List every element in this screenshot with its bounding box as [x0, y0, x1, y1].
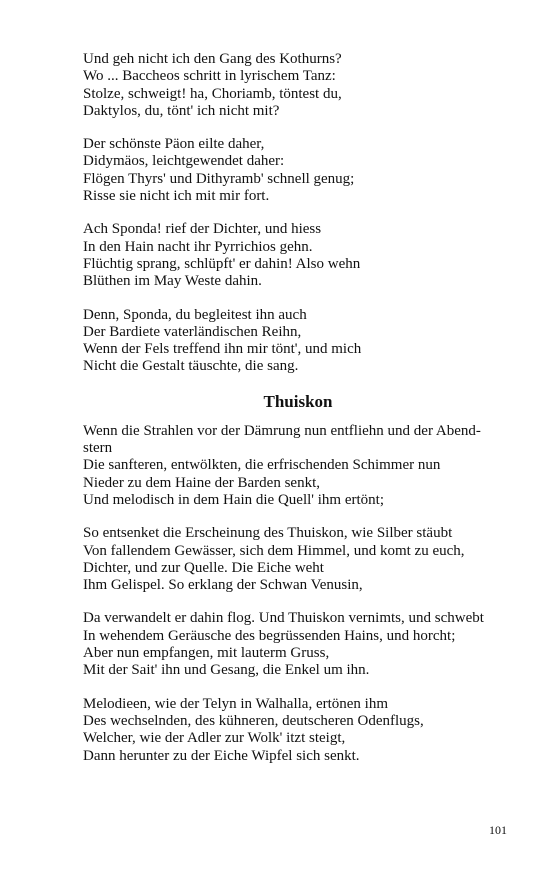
verse-line: Stolze, schweigt! ha, Choriamb, töntest du,: [83, 85, 342, 102]
verse-line: Der schönste Päon eilte daher,: [83, 136, 265, 153]
verse-line: Der Bardiete vaterländischen Reihn,: [83, 323, 302, 340]
stanza: [83, 136, 513, 205]
verse-line: Melodieen, wie der Telyn in Walhalla, ertönen ihm: [83, 695, 389, 712]
verse-line: Risse sie nicht ich mit mir fort.: [83, 188, 270, 205]
verse-line: Wo ... Baccheos schritt in lyrischem Tanz:: [83, 68, 336, 85]
verse-line: Daktylos, du, tönt' ich nicht mit?: [83, 102, 280, 119]
verse-line: In den Hain nacht ihr Pyrrichios gehn.: [83, 238, 313, 255]
verse-line: Denn, Sponda, du begleitest ihn auch: [83, 306, 307, 323]
verse-line: Des wechselnden, des kühneren, deutscheren Odenflugs,: [83, 712, 424, 729]
page-content: [83, 51, 513, 781]
verse-line: Ach Sponda! rief der Dichter, und hiess: [83, 221, 322, 238]
verse-line: Nicht die Gestalt täuschte, die sang.: [83, 358, 299, 375]
stanza: [83, 696, 513, 765]
stanza: [83, 610, 513, 679]
verse-line: Dichter, und zur Quelle. Die Eiche weht: [83, 559, 324, 576]
verse-line: Dann herunter zu der Eiche Wipfel sich senkt.: [83, 747, 360, 764]
stanza: [83, 423, 513, 509]
verse-line: Die sanfteren, entwölkten, die erfrischenden Schimmer nun: [83, 457, 441, 474]
verse-line: Und melodisch in dem Hain die Quell' ihm ertönt;: [83, 491, 384, 508]
verse-line: stern: [83, 440, 113, 457]
page-number: 101: [489, 823, 507, 837]
verse-line: Nieder zu dem Haine der Barden senkt,: [83, 474, 320, 491]
stanza: [83, 525, 513, 594]
verse-line: Flögen Thyrs' und Dithyramb' schnell genug;: [83, 170, 355, 187]
verse-line: Da verwandelt er dahin flog. Und Thuiskon vernimts, und schwebt: [83, 610, 484, 627]
verse-line: Mit der Sait' ihn und Gesang, die Enkel um ihn.: [83, 662, 370, 679]
stanza: [83, 307, 513, 376]
poem-title: Thuiskon: [263, 391, 333, 411]
verse-line: Von fallendem Gewässer, sich dem Himmel, und komt zu euch,: [83, 542, 465, 559]
verse-line: Welcher, wie der Adler zur Wolk' itzt steigt,: [83, 730, 346, 747]
verse-line: In wehendem Geräusche des begrüssenden Hains, und horcht;: [83, 627, 456, 644]
verse-line: So entsenket die Erscheinung des Thuiskon, wie Silber stäubt: [83, 525, 453, 542]
verse-line: Didymäos, leichtgewendet daher:: [83, 153, 285, 170]
verse-line: Flüchtig sprang, schlüpft' er dahin! Also wehn: [83, 255, 361, 272]
poem-continued: [83, 51, 513, 376]
verse-line: Ihm Gelispel. So erklang der Schwan Venusin,: [83, 577, 363, 594]
verse-line: Aber nun empfangen, mit lauterm Gruss,: [83, 645, 330, 662]
stanza: [83, 221, 513, 290]
stanza: [83, 51, 513, 120]
verse-line: Wenn der Fels treffend ihn mir tönt', und mich: [83, 341, 362, 358]
poem-thuiskon: [83, 392, 513, 765]
verse-line: Blüthen im May Weste dahin.: [83, 273, 262, 290]
verse-line: Wenn die Strahlen vor der Dämrung nun entfliehn und der Abend-: [83, 422, 481, 439]
verse-line: Und geh nicht ich den Gang des Kothurns?: [83, 51, 342, 67]
